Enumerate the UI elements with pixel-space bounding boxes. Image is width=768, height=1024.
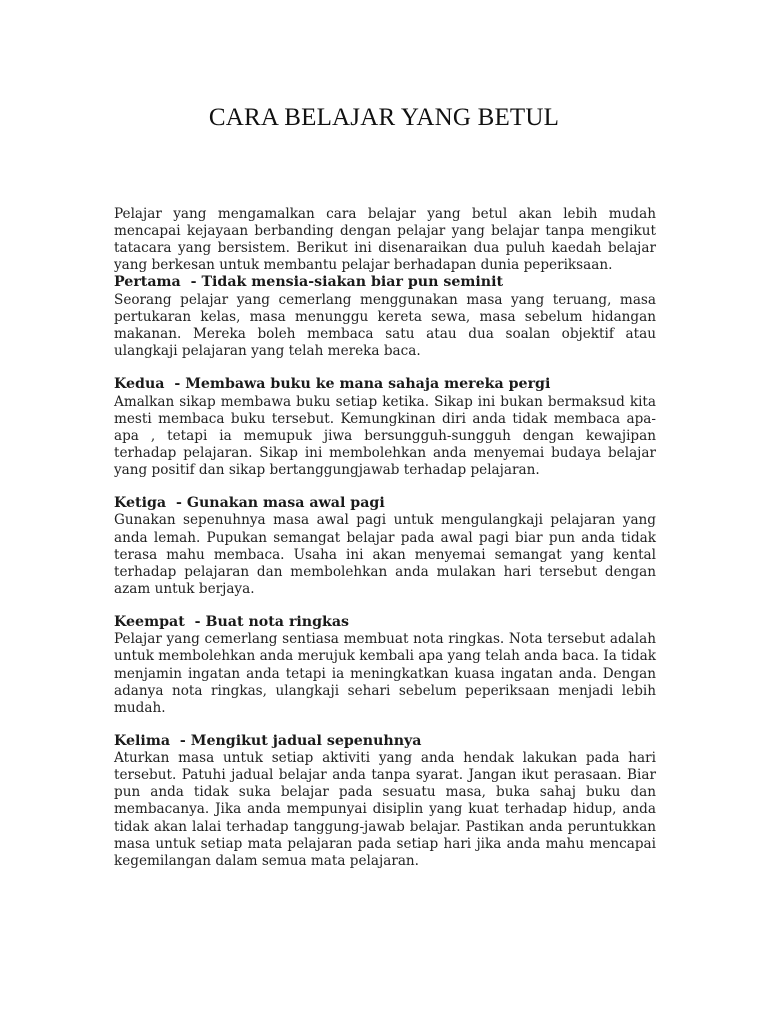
section-separator: - xyxy=(180,274,202,291)
intro-paragraph: Pelajar yang mengamalkan cara belajar yang betul akan lebih mudah mencapai kejayaan berbanding dengan pelajar yang belajar tanpa mengikut tatacara yang bersistem. Berikut ini disenaraikan dua puluh kaedah belajar yang berkesan untuk membantu pelajar berhadapan dunia peperiksaan. xyxy=(114,206,656,274)
section-keempat xyxy=(114,614,656,717)
section-heading xyxy=(114,274,656,291)
section-number: Keempat xyxy=(114,613,185,630)
section-title: Gunakan masa awal pagi xyxy=(186,495,385,512)
section-separator: - xyxy=(184,613,206,630)
section-number: Kedua xyxy=(114,376,165,393)
section-title: Buat nota ringkas xyxy=(205,613,350,630)
section-heading xyxy=(114,495,656,512)
section-paragraph: Gunakan sepenuhnya masa awal pagi untuk mengulangkaji pelajaran yang anda lemah. Pupukan semangat belajar pada awal pagi biar pun anda tidak terasa mahu membaca. Usaha ini akan menyemai semangat yang kental terhadap pelajaran dan membolehkan anda mulakan hari tersebut dengan azam untuk berjaya. xyxy=(114,512,656,597)
section-separator: - xyxy=(164,376,186,393)
section-kelima xyxy=(114,733,656,870)
section-paragraph: Pelajar yang cemerlang sentiasa membuat nota ringkas. Nota tersebut adalah untuk membolehkan anda merujuk kembali apa yang telah anda baca. Ia tidak menjamin ingatan anda tetapi ia meningkatkan kuasa ingatan anda. Dengan adanya nota ringkas, ulangkaji sehari sebelum peperiksaan menjadi lebih mudah. xyxy=(114,631,656,716)
section-title: Membawa buku ke mana sahaja mereka pergi xyxy=(185,376,551,393)
document-body xyxy=(114,206,656,886)
section-pertama xyxy=(114,274,656,360)
section-ketiga xyxy=(114,495,656,598)
section-paragraph: Amalkan sikap membawa buku setiap ketika. Sikap ini bukan bermaksud kita mesti membaca buku tersebut. Kemungkinan diri anda tidak membaca apa-apa , tetapi ia memupuk jiwa bersungguh-sungguh dengan kewajipan terhadap pelajaran. Sikap ini membolehkan anda menyemai budaya belajar yang positif dan sikap bertanggungjawab terhadap pelajaran. xyxy=(114,393,656,478)
section-heading xyxy=(114,376,656,393)
section-number: Kelima xyxy=(114,732,171,749)
section-heading xyxy=(114,614,656,631)
page-title: CARA BELAJAR YANG BETUL xyxy=(208,104,560,131)
section-number: Ketiga xyxy=(114,495,167,512)
section-title: Tidak mensia-siakan biar pun seminit xyxy=(201,274,504,291)
section-kedua xyxy=(114,376,656,479)
section-separator: - xyxy=(166,495,187,512)
section-separator: - xyxy=(170,732,191,749)
section-paragraph: Seorang pelajar yang cemerlang menggunakan masa yang teruang, masa pertukaran kelas, masa menunggu kereta sewa, masa sebelum hidangan makanan. Mereka boleh membaca satu atau dua soalan objektif atau ulangkaji pelajaran yang telah mereka baca. xyxy=(114,291,656,360)
section-paragraph: Aturkan masa untuk setiap aktiviti yang anda hendak lakukan pada hari tersebut. Patuhi jadual belajar anda tanpa syarat. Jangan ikut perasaan. Biar pun anda tidak suka belajar pada sesuatu masa, buka sahaj buku dan membacanya. Jika anda mempunyai disiplin yang kuat terhadap hidup, anda tidak akan lalai terhadap tanggung-jawab belajar. Pastikan anda peruntukkan masa untuk setiap mata pelajaran pada setiap hari jika anda mahu mencapai kegemilangan dalam semua mata pelajaran. xyxy=(114,750,656,869)
section-number: Pertama xyxy=(114,274,181,291)
section-heading xyxy=(114,733,656,750)
section-title: Mengikut jadual sepenuhnya xyxy=(190,732,422,749)
